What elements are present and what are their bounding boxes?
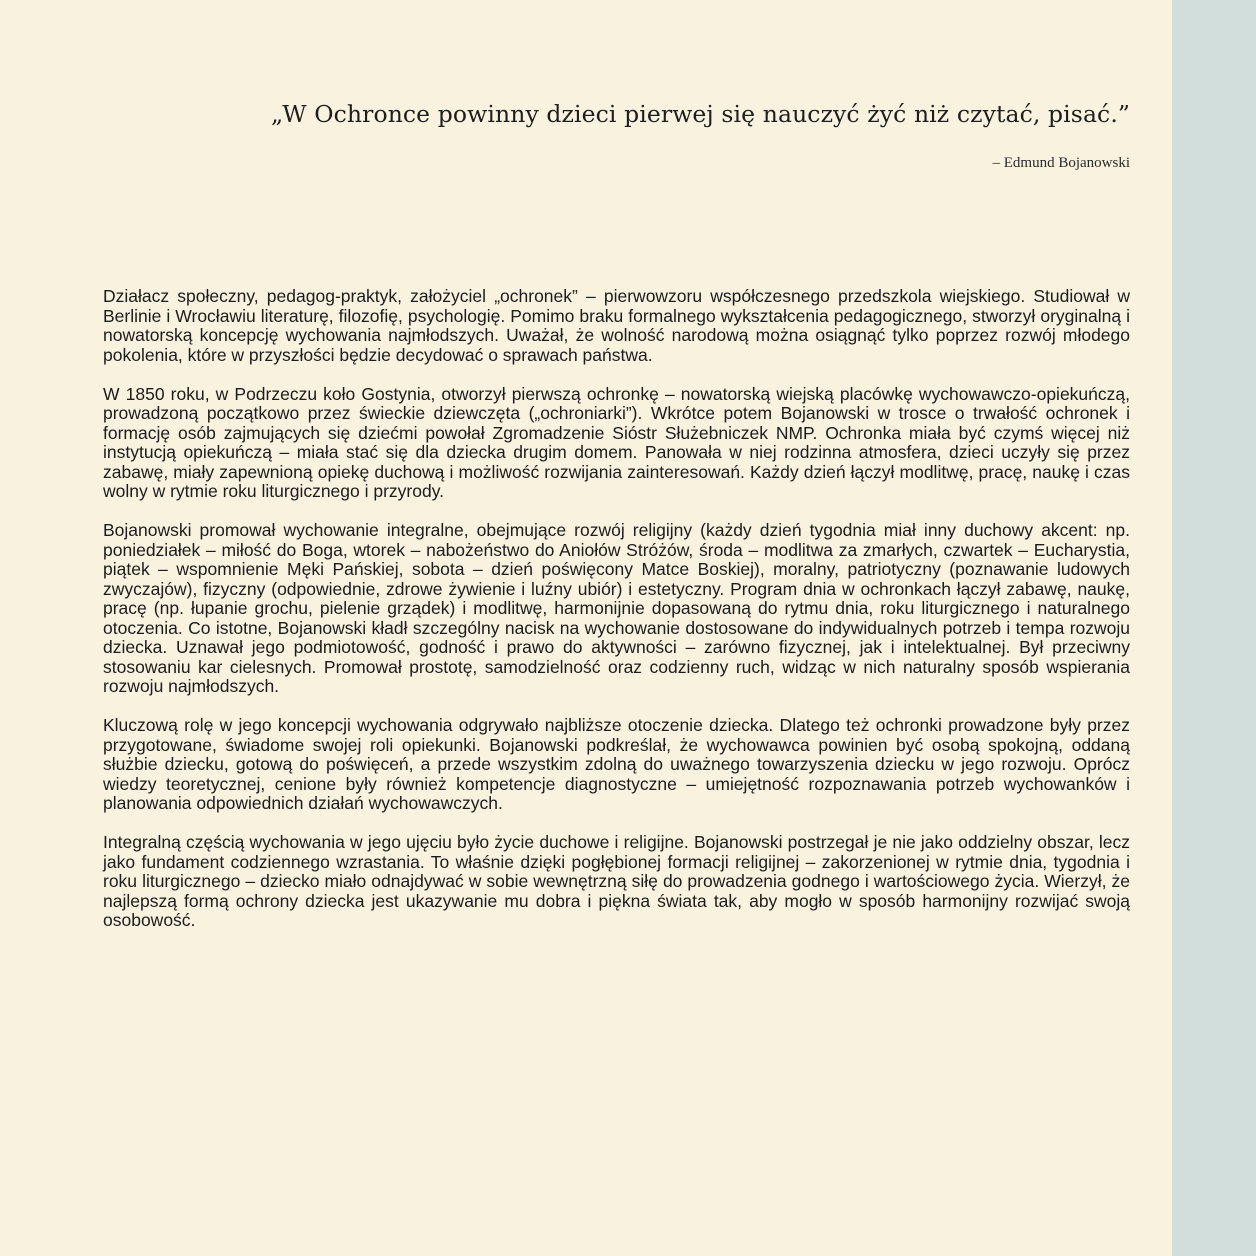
paragraph: Integralną częścią wychowania w jego ujęciu było życie duchowe i religijne. Bojanowski postrzegał je nie jako oddzielny obszar, lecz jako fundament codziennego wzrastania. To właśnie dzięki pogłębionej formacji religijnej – zakorzenionej w rytmie dnia, tygodnia i roku liturgicznego – dziecko miało odnajdywać w sobie wewnętrzną siłę do prowadzenia godnego i wartościowego życia. Wierzył, że najlepszą formą ochrony dziecka jest ukazywanie mu dobra i piękna świata tak, aby mogło w sposób harmonijny rozwijać swoją osobowość. (103, 832, 1130, 930)
paragraph: Kluczową rolę w jego koncepcji wychowania odgrywało najbliższe otoczenie dziecka. Dlatego też ochronki prowadzone były przez przygotowane, świadome swojej roli opiekunki. Bojanowski podkreślał, że wychowawca powinien być osobą spokojną, oddaną służbie dziecku, gotową do poświęceń, a przede wszystkim zdolną do uważnego towarzyszenia dziecku w jego rozwoju. Oprócz wiedzy teoretycznej, cenione były również kompetencje diagnostyczne – umiejętność rozpoznawania potrzeb wychowanków i planowania odpowiednich działań wychowawczych. (103, 715, 1130, 813)
quote-text: „W Ochronce powinny dzieci pierwej się nauczyć żyć niż czytać, pisać.” (270, 100, 1130, 128)
side-strip (1172, 0, 1256, 1256)
paragraph: Bojanowski promował wychowanie integralne, obejmujące rozwój religijny (każdy dzień tygodnia miał inny duchowy akcent: np. poniedziałek – miłość do Boga, wtorek – nabożeństwo do Aniołów Stróżów, środa – modlitwa za zmarłych, czwartek – Eucharystia, piątek – wspomnienie Męki Pańskiej, sobota – dzień poświęcony Matce Boskiej), moralny, patriotyczny (poznawanie ludowych zwyczajów), fizyczny (odpowiednie, zdrowe żywienie i luźny ubiór) i estetyczny. Program dnia w ochronkach łączył zabawę, naukę, pracę (np. łupanie grochu, pielenie grządek) i modlitwę, harmonijnie dopasowaną do rytmu dnia, roku liturgicznego i naturalnego otoczenia. Co istotne, Bojanowski kładł szczególny nacisk na wychowanie dostosowane do indywidualnych potrzeb i tempa rozwoju dziecka. Uznawał jego podmiotowość, godność i prawo do aktywności – zarówno fizycznej, jak i intelektualnej. Był przeciwny stosowaniu kar cielesnych. Promował prostotę, samodzielność oraz codzienny ruch, widząc w nich naturalny sposób wspierania rozwoju najmłodszych. (103, 520, 1130, 696)
quote-author: – Edmund Bojanowski (992, 155, 1130, 171)
paragraph: Działacz społeczny, pedagog-praktyk, założyciel „ochronek” – pierwowzoru współczesnego przedszkola wiejskiego. Studiował w Berlinie i Wrocławiu literaturę, filozofię, psychologię. Pomimo braku formalnego wykształcenia pedagogicznego, stworzył oryginalną i nowatorską koncepcję wychowania najmłodszych. Uważał, że wolność narodową można osiągnąć tylko poprzez rozwój młodego pokolenia, które w przyszłości będzie decydować o sprawach państwa. (103, 286, 1130, 365)
body-text (103, 287, 1130, 950)
paragraph: W 1850 roku, w Podrzeczu koło Gostynia, otworzył pierwszą ochronkę – nowatorską wiejską placówkę wychowawczo-opiekuńczą, prowadzoną początkowo przez świeckie dziewczęta („ochroniarki”). Wkrótce potem Bojanowski w trosce o trwałość ochronek i formację osób zajmujących się dziećmi powołał Zgromadzenie Sióstr Służebniczek NMP. Ochronka miała być czymś więcej niż instytucją opiekuńczą – miała stać się dla dziecka drugim domem. Panowała w niej rodzinna atmosfera, dzieci uczyły się przez zabawę, miały zapewnioną opiekę duchową i możliwość rozwijania zainteresowań. Każdy dzień łączył modlitwę, pracę, naukę i czas wolny w rytmie roku liturgicznego i przyrody. (103, 383, 1130, 501)
